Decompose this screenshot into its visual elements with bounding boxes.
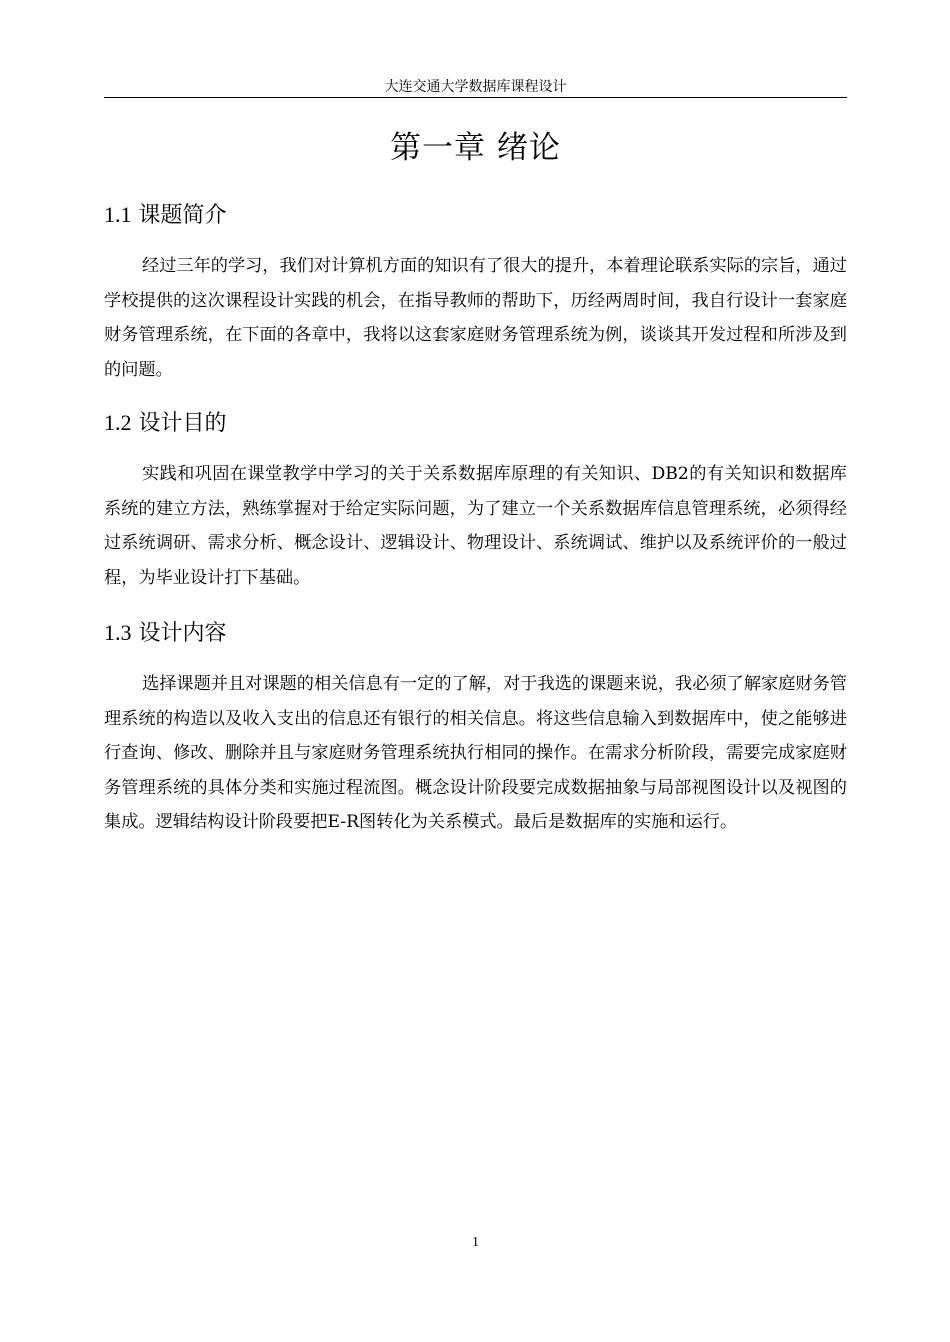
section-number: 1.2 xyxy=(104,410,132,435)
section-heading-1-3 xyxy=(104,618,847,649)
header-divider xyxy=(104,97,847,98)
section-heading-1-2 xyxy=(104,408,847,439)
section-paragraph-1-2: 实践和巩固在课堂教学中学习的关于关系数据库原理的有关知识、DB2的有关知识和数据库系统的建立方法，熟练掌握对于给定实际问题，为了建立一个关系数据库信息管理系统，必须得经过系统调研、需求分析、概念设计、逻辑设计、物理设计、系统调试、维护以及系统评价的一般过程，为毕业设计打下基础。 xyxy=(104,464,847,588)
section-number: 1.1 xyxy=(104,202,132,227)
running-header: 大连交通大学数据库课程设计 xyxy=(384,79,567,95)
section-paragraph-1-1: 经过三年的学习，我们对计算机方面的知识有了很大的提升，本着理论联系实际的宗旨，通过学校提供的这次课程设计实践的机会，在指导教师的帮助下，历经两周时间，我自行设计一套家庭财务管理系统，在下面的各章中，我将以这套家庭财务管理系统为例，谈谈其开发过程和所涉及到的问题。 xyxy=(104,256,847,380)
section-title: 设计目的 xyxy=(138,411,227,436)
section-title: 设计内容 xyxy=(138,621,227,646)
chapter-title: 第一章 绪论 xyxy=(390,130,561,166)
page-number: 1 xyxy=(472,1235,479,1250)
section-heading-1-1 xyxy=(104,200,847,231)
section-paragraph-1-3: 选择课题并且对课题的相关信息有一定的了解，对于我选的课题来说，我必须了解家庭财务管理系统的构造以及收入支出的信息还有银行的相关信息。将这些信息输入到数据库中，使之能够进行查询、修改、删除并且与家庭财务管理系统执行相同的操作。在需求分析阶段，需要完成家庭财务管理系统的具体分类和实施过程流图。概念设计阶段要完成数据抽象与局部视图设计以及视图的集成。逻辑结构设计阶段要把E-R图转化为关系模式。最后是数据库的实施和运行。 xyxy=(104,674,847,832)
section-title: 课题简介 xyxy=(138,203,227,228)
section-number: 1.3 xyxy=(104,620,132,645)
